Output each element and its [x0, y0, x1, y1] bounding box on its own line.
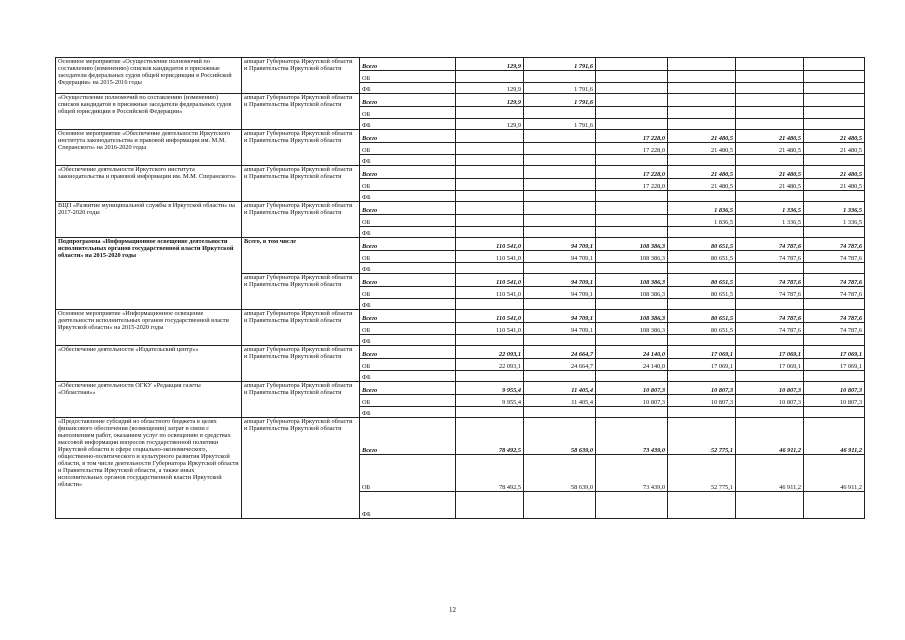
value-cell: 24 664,7 [524, 346, 596, 359]
value-cell [456, 191, 524, 202]
value-cell: 21 480,5 [804, 130, 865, 143]
value-cell [668, 492, 736, 519]
value-cell: 110 541,0 [456, 274, 524, 287]
value-cell [456, 107, 524, 119]
value-cell [736, 83, 804, 94]
value-cell [668, 407, 736, 418]
funding-source-cell: ОБ [360, 107, 456, 119]
value-cell: 108 386,3 [596, 310, 668, 323]
value-cell: 1 336,5 [736, 202, 804, 215]
executor-cell: аппарат Губернатора Иркутской области и Правительства Иркутской области [242, 202, 360, 238]
value-cell: 10 807,3 [596, 382, 668, 395]
value-cell: 46 911,2 [736, 418, 804, 455]
value-cell [736, 191, 804, 202]
value-cell [736, 263, 804, 274]
value-cell: 1 836,5 [668, 202, 736, 215]
value-cell [524, 130, 596, 143]
funding-source-cell: ФБ [360, 371, 456, 382]
value-cell [524, 191, 596, 202]
value-cell: 108 386,3 [596, 323, 668, 335]
value-cell: 129,9 [456, 58, 524, 71]
program-name-cell: Подпрограмма «Информационное освещение деятельности исполнительных органов государственной власти Иркутской области» на 2015-2020 годы [56, 238, 242, 310]
value-cell: 58 639,0 [524, 418, 596, 455]
value-cell: 11 405,4 [524, 395, 596, 407]
funding-source-cell: Всего [360, 238, 456, 251]
value-cell [804, 83, 865, 94]
value-cell [456, 299, 524, 310]
value-cell [524, 71, 596, 83]
program-name-cell: Основное мероприятие «Информационное освещение деятельности исполнительных органов государственной власти Иркутской области» на 2015-2020 годы [56, 310, 242, 346]
value-cell [596, 155, 668, 166]
value-cell: 21 480,5 [804, 179, 865, 191]
value-cell: 24 664,7 [524, 359, 596, 371]
value-cell: 110 541,0 [456, 310, 524, 323]
value-cell: 80 651,5 [668, 310, 736, 323]
funding-source-cell: ФБ [360, 227, 456, 238]
value-cell [456, 263, 524, 274]
value-cell: 17 069,1 [668, 359, 736, 371]
value-cell: 21 480,5 [668, 130, 736, 143]
value-cell [736, 335, 804, 346]
value-cell: 1 791,6 [524, 58, 596, 71]
value-cell [456, 179, 524, 191]
value-cell [804, 227, 865, 238]
table-row [56, 58, 865, 71]
value-cell [668, 263, 736, 274]
value-cell: 74 787,6 [736, 274, 804, 287]
program-name-cell: ВЦП «Развитие муниципальной службы в Иркутской области» на 2017-2020 годы [56, 202, 242, 238]
executor-cell: аппарат Губернатора Иркутской области и Правительства Иркутской области [242, 94, 360, 130]
value-cell [596, 215, 668, 227]
funding-source-cell: ОБ [360, 359, 456, 371]
funding-source-cell: Всего [360, 58, 456, 71]
value-cell: 46 911,2 [804, 418, 865, 455]
value-cell: 17 228,0 [596, 130, 668, 143]
value-cell: 10 807,3 [804, 395, 865, 407]
value-cell: 74 787,6 [736, 323, 804, 335]
value-cell: 21 480,5 [668, 166, 736, 179]
value-cell: 74 787,6 [804, 238, 865, 251]
value-cell: 94 709,1 [524, 287, 596, 299]
value-cell [456, 71, 524, 83]
value-cell [596, 227, 668, 238]
value-cell: 108 386,3 [596, 274, 668, 287]
value-cell: 17 069,1 [804, 359, 865, 371]
program-name-cell: Основное мероприятие «Обеспечение деятельности Иркутского института законодательства и правовой информации им. М.М. Сперанского» на 2016-2020 годы [56, 130, 242, 166]
value-cell [524, 202, 596, 215]
value-cell: 17 228,0 [596, 166, 668, 179]
value-cell: 21 480,5 [736, 143, 804, 155]
value-cell: 1 791,6 [524, 119, 596, 130]
value-cell [596, 107, 668, 119]
value-cell: 21 480,5 [804, 143, 865, 155]
value-cell [596, 371, 668, 382]
value-cell [804, 335, 865, 346]
value-cell: 94 709,1 [524, 238, 596, 251]
executor-cell: аппарат Губернатора Иркутской области и Правительства Иркутской области [242, 382, 360, 418]
value-cell [596, 58, 668, 71]
value-cell: 1 336,5 [804, 202, 865, 215]
table-row [56, 238, 865, 251]
value-cell: 22 093,1 [456, 346, 524, 359]
value-cell: 17 069,1 [668, 346, 736, 359]
value-cell: 80 651,5 [668, 274, 736, 287]
value-cell: 80 651,5 [668, 238, 736, 251]
value-cell [524, 227, 596, 238]
value-cell [596, 492, 668, 519]
value-cell [804, 119, 865, 130]
executor-cell: аппарат Губернатора Иркутской области и Правительства Иркутской области [242, 274, 360, 310]
value-cell: 108 386,3 [596, 287, 668, 299]
executor-cell: аппарат Губернатора Иркутской области и Правительства Иркутской области [242, 418, 360, 519]
funding-source-cell: ФБ [360, 335, 456, 346]
funding-source-cell: ФБ [360, 299, 456, 310]
value-cell [668, 107, 736, 119]
value-cell [524, 407, 596, 418]
program-name-cell: «Обеспечение деятельности Иркутского института законодательства и правовой информации им. М.М. Сперанского» [56, 166, 242, 202]
funding-source-cell: Всего [360, 94, 456, 107]
value-cell [804, 107, 865, 119]
value-cell: 24 140,0 [596, 359, 668, 371]
value-cell [524, 371, 596, 382]
value-cell: 10 807,3 [668, 395, 736, 407]
value-cell: 17 228,0 [596, 179, 668, 191]
value-cell [596, 299, 668, 310]
value-cell [736, 155, 804, 166]
value-cell: 74 787,6 [804, 251, 865, 263]
value-cell: 1 336,5 [804, 215, 865, 227]
value-cell [456, 130, 524, 143]
value-cell [804, 371, 865, 382]
value-cell [736, 94, 804, 107]
table-row [56, 346, 865, 359]
funding-source-cell: Всего [360, 346, 456, 359]
value-cell [804, 94, 865, 107]
executor-cell: аппарат Губернатора Иркутской области и Правительства Иркутской области [242, 58, 360, 94]
value-cell: 22 093,1 [456, 359, 524, 371]
value-cell: 21 480,5 [668, 179, 736, 191]
value-cell: 73 439,0 [596, 455, 668, 492]
value-cell: 21 480,5 [668, 143, 736, 155]
value-cell [736, 371, 804, 382]
funding-source-cell: Всего [360, 130, 456, 143]
value-cell [668, 191, 736, 202]
value-cell [596, 202, 668, 215]
value-cell [736, 492, 804, 519]
value-cell: 10 807,3 [668, 382, 736, 395]
funding-source-cell: ФБ [360, 492, 456, 519]
value-cell [804, 155, 865, 166]
value-cell: 1 836,5 [668, 215, 736, 227]
value-cell [596, 407, 668, 418]
value-cell [596, 83, 668, 94]
value-cell [736, 58, 804, 71]
value-cell [668, 119, 736, 130]
funding-source-cell: Всего [360, 274, 456, 287]
value-cell: 94 709,1 [524, 323, 596, 335]
funding-source-cell: Всего [360, 310, 456, 323]
program-name-cell: «Обеспечение деятельности «Издательский центр»» [56, 346, 242, 382]
table-row [56, 202, 865, 215]
value-cell: 1 336,5 [736, 215, 804, 227]
program-name-cell: «Обеспечение деятельности ОГКУ «Редакция газеты «Областная»» [56, 382, 242, 418]
value-cell: 80 651,5 [668, 287, 736, 299]
value-cell [668, 94, 736, 107]
value-cell: 74 787,6 [804, 274, 865, 287]
value-cell: 17 228,0 [596, 143, 668, 155]
value-cell [456, 407, 524, 418]
value-cell: 80 651,5 [668, 251, 736, 263]
funding-source-cell: ОБ [360, 455, 456, 492]
value-cell: 110 541,0 [456, 238, 524, 251]
value-cell [524, 155, 596, 166]
value-cell [736, 107, 804, 119]
value-cell: 74 787,6 [736, 238, 804, 251]
value-cell [524, 492, 596, 519]
value-cell: 46 911,2 [804, 455, 865, 492]
value-cell: 110 541,0 [456, 287, 524, 299]
executor-cell: аппарат Губернатора Иркутской области и Правительства Иркутской области [242, 130, 360, 166]
value-cell [596, 94, 668, 107]
value-cell [736, 299, 804, 310]
value-cell [668, 227, 736, 238]
funding-source-cell: ОБ [360, 215, 456, 227]
funding-source-cell: ОБ [360, 251, 456, 263]
funding-source-cell: ОБ [360, 287, 456, 299]
value-cell [804, 407, 865, 418]
value-cell [668, 335, 736, 346]
value-cell [804, 58, 865, 71]
value-cell: 94 709,1 [524, 274, 596, 287]
funding-source-cell: ФБ [360, 191, 456, 202]
value-cell [668, 155, 736, 166]
value-cell: 78 492,5 [456, 418, 524, 455]
table-row [56, 94, 865, 107]
value-cell [804, 71, 865, 83]
value-cell: 110 541,0 [456, 251, 524, 263]
program-name-cell: Основное мероприятие «Осуществление полномочий по составлению (изменению) списков кандидатов в присяжные заседатели федеральных судов общей юрисдикции в Российской Федерации» на 2015-2016 годы [56, 58, 242, 94]
value-cell [456, 492, 524, 519]
value-cell: 73 439,0 [596, 418, 668, 455]
value-cell [524, 263, 596, 274]
page-number: 12 [449, 606, 456, 614]
value-cell: 108 386,3 [596, 251, 668, 263]
value-cell [524, 143, 596, 155]
value-cell [668, 371, 736, 382]
value-cell: 78 492,5 [456, 455, 524, 492]
value-cell [804, 191, 865, 202]
value-cell: 21 480,5 [736, 179, 804, 191]
value-cell [524, 299, 596, 310]
value-cell [668, 71, 736, 83]
funding-source-cell: ОБ [360, 179, 456, 191]
value-cell: 74 787,6 [736, 251, 804, 263]
value-cell [456, 227, 524, 238]
table-row [56, 310, 865, 323]
value-cell [596, 335, 668, 346]
value-cell: 10 807,3 [736, 395, 804, 407]
value-cell [736, 71, 804, 83]
funding-source-cell: ОБ [360, 71, 456, 83]
value-cell: 74 787,6 [736, 287, 804, 299]
value-cell [456, 155, 524, 166]
funding-source-cell: ФБ [360, 83, 456, 94]
executor-cell: аппарат Губернатора Иркутской области и Правительства Иркутской области [242, 346, 360, 382]
value-cell [456, 335, 524, 346]
funding-source-cell: ОБ [360, 323, 456, 335]
funding-source-cell: ОБ [360, 395, 456, 407]
value-cell [456, 202, 524, 215]
table-row [56, 418, 865, 455]
value-cell: 129,9 [456, 94, 524, 107]
value-cell: 94 709,1 [524, 310, 596, 323]
funding-source-cell: ФБ [360, 263, 456, 274]
program-name-cell: «Осуществление полномочий по составлению (изменению) списков кандидатов в присяжные заседатели федеральных судов общей юрисдикции в Российской Федерации» [56, 94, 242, 130]
table-row [56, 382, 865, 395]
value-cell: 58 639,0 [524, 455, 596, 492]
value-cell: 108 386,3 [596, 238, 668, 251]
funding-source-cell: ОБ [360, 143, 456, 155]
value-cell [524, 166, 596, 179]
table-row [56, 130, 865, 143]
value-cell: 52 775,1 [668, 418, 736, 455]
value-cell: 74 787,6 [804, 323, 865, 335]
value-cell: 1 791,6 [524, 83, 596, 94]
value-cell [668, 58, 736, 71]
funding-source-cell: ФБ [360, 155, 456, 166]
funding-source-cell: Всего [360, 202, 456, 215]
value-cell: 9 955,4 [456, 382, 524, 395]
value-cell: 52 775,1 [668, 455, 736, 492]
value-cell: 94 709,1 [524, 251, 596, 263]
funding-source-cell: Всего [360, 418, 456, 455]
value-cell: 74 787,6 [804, 310, 865, 323]
value-cell: 17 069,1 [736, 359, 804, 371]
value-cell: 74 787,6 [736, 310, 804, 323]
value-cell [456, 215, 524, 227]
executor-cell: аппарат Губернатора Иркутской области и Правительства Иркутской области [242, 310, 360, 346]
value-cell: 1 791,6 [524, 94, 596, 107]
value-cell [524, 107, 596, 119]
budget-table [55, 57, 865, 519]
value-cell: 74 787,6 [804, 287, 865, 299]
value-cell: 129,9 [456, 83, 524, 94]
value-cell [668, 83, 736, 94]
value-cell: 24 140,0 [596, 346, 668, 359]
funding-source-cell: ФБ [360, 119, 456, 130]
value-cell [668, 299, 736, 310]
value-cell [596, 71, 668, 83]
value-cell [456, 143, 524, 155]
value-cell: 21 480,5 [736, 130, 804, 143]
value-cell [736, 407, 804, 418]
executor-cell: Всего, в том числе [242, 238, 360, 274]
value-cell [736, 119, 804, 130]
value-cell: 21 480,5 [804, 166, 865, 179]
value-cell [804, 263, 865, 274]
value-cell: 9 955,4 [456, 395, 524, 407]
value-cell [456, 371, 524, 382]
value-cell [596, 263, 668, 274]
value-cell [804, 299, 865, 310]
funding-source-cell: ФБ [360, 407, 456, 418]
value-cell: 11 405,4 [524, 382, 596, 395]
value-cell: 110 541,0 [456, 323, 524, 335]
value-cell [524, 179, 596, 191]
value-cell [804, 492, 865, 519]
table-row [56, 166, 865, 179]
value-cell: 17 069,1 [804, 346, 865, 359]
value-cell: 17 069,1 [736, 346, 804, 359]
value-cell: 21 480,5 [736, 166, 804, 179]
executor-cell: аппарат Губернатора Иркутской области и Правительства Иркутской области [242, 166, 360, 202]
program-name-cell: «Предоставление субсидий из областного бюджета в целях финансового обеспечения (возмещения) затрат в связи с выполнением работ, оказанием услуг по освещению в средствах массовой информации вопросов государственной политики Иркутской области в сфере социально-экономического, общественно-политического и культурного развития Иркутской области, в том числе деятельности Губернатора Иркутской области и Правительства Иркутской области, а также иных исполнительных органов государственной власти Иркутской области» [56, 418, 242, 519]
value-cell: 10 807,3 [736, 382, 804, 395]
value-cell [596, 119, 668, 130]
value-cell [596, 191, 668, 202]
value-cell: 46 911,2 [736, 455, 804, 492]
value-cell [736, 227, 804, 238]
value-cell: 129,9 [456, 119, 524, 130]
value-cell [524, 335, 596, 346]
value-cell: 10 807,3 [804, 382, 865, 395]
funding-source-cell: Всего [360, 166, 456, 179]
value-cell: 10 807,3 [596, 395, 668, 407]
value-cell [456, 166, 524, 179]
value-cell [524, 215, 596, 227]
value-cell: 80 651,5 [668, 323, 736, 335]
funding-source-cell: Всего [360, 382, 456, 395]
